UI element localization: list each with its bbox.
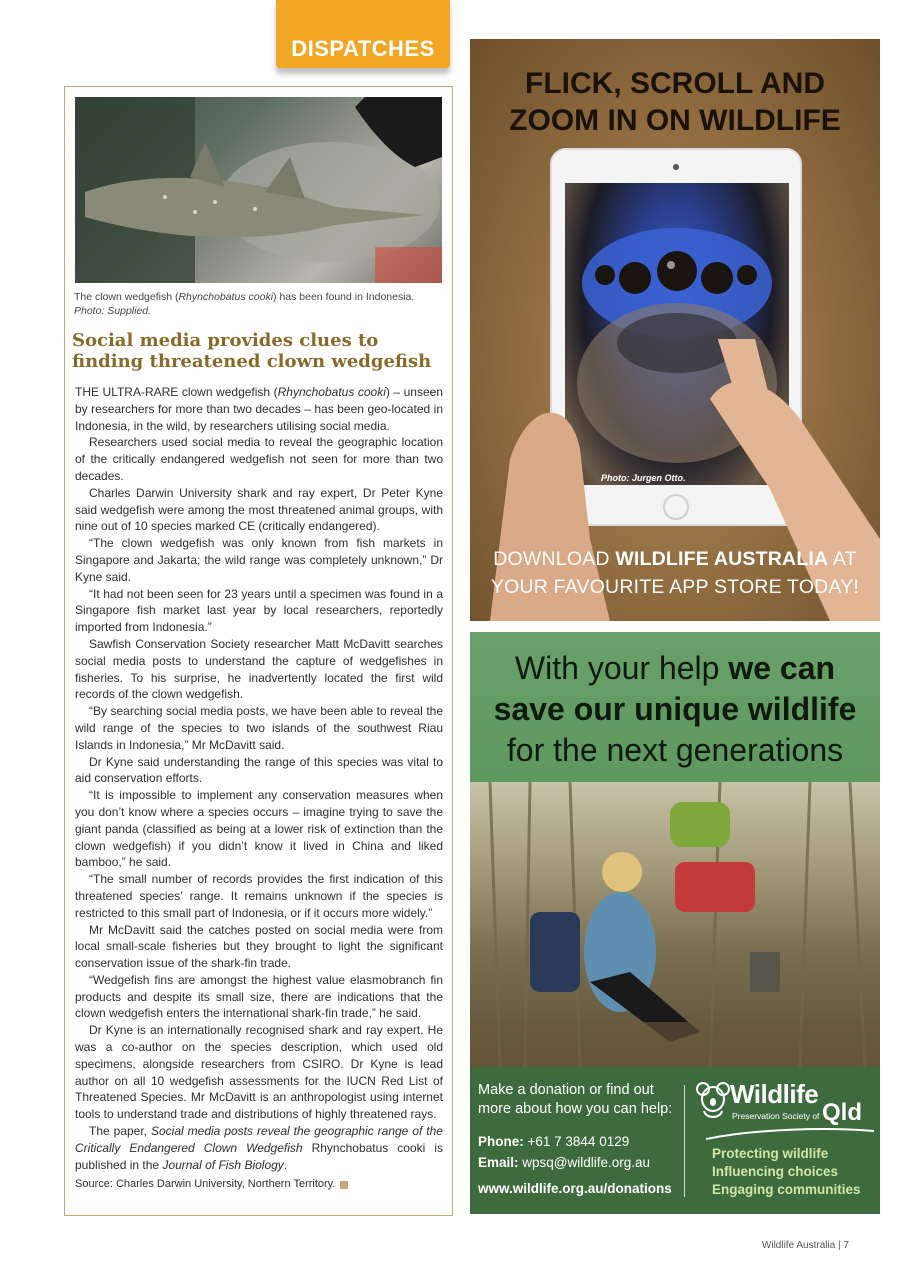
paragraph: “It had not been seen for 23 years until a specimen was found in a Singapore fish market last year by local researchers, reportedly imported from Indonesia.” [75,586,443,635]
article-box [64,86,453,1216]
wpsq-logo: Wildlife Preservation Society of Qld [696,1079,874,1145]
phone-number[interactable]: Phone: +61 7 3844 0129 [478,1134,630,1149]
paragraph: Dr Kyne said understanding the range of this species was vital to aid conservation efforts. [75,754,443,786]
lead-paragraph: THE ULTRA-RARE clown wedgefish (Rhynchobatus cooki) – unseen by researchers for more than two decades – has been geo-located in Indonesia, in the wild, by researchers utilising social media. [75,385,443,433]
photo-caption [74,290,434,318]
paragraph: Charles Darwin University shark and ray expert, Dr Peter Kyne said wedgefish were among the most threatened animal groups, with nine out of 10 species marked CE (critically endangered). [75,485,443,534]
page-footer: Wildlife Australia | 7 [761,1240,849,1251]
app-advert-title: FLICK, SCROLL AND ZOOM IN ON WILDLIFE [509,67,841,137]
donation-headline: With your help we can save our unique wildlife for the next generations [470,632,880,782]
divider [684,1085,685,1197]
article-source: Source: Charles Darwin University, Northern Territory. [75,1176,443,1193]
paragraph: Sawfish Conservation Society researcher Matt McDavitt searches social media posts to understand the capture of wedgefishes in fisheries. To his surprise, he inadvertently located the first wild records of the clown wedgefish. [75,636,443,702]
paragraph: Mr McDavitt said the catches posted on social media were from local small-scale fisheries but they brought to light the significant conservation issue of the shark-fin trade. [75,922,443,971]
caption-credit: Photo: Supplied. [74,305,152,317]
paragraph: Researchers used social media to reveal the geographic location of the critically endangered wedgefish not seen for more than two decades. [75,435,443,483]
researchers-photo [470,782,880,1067]
article-body [75,384,443,1193]
closing-paragraph: The paper, Social media posts reveal the geographic range of the Critically Endangered Clown Wedgefish Rhynchobatus cooki is published in the Journal of Fish Biology. [75,1124,443,1172]
caption-text: The clown wedgefish ( [74,291,179,303]
donation-footer [470,1067,880,1214]
logo-swoosh [706,1127,874,1141]
app-advert-cta: DOWNLOAD WILDLIFE AUSTRALIA AT YOUR FAVOURITE APP STORE TODAY! [490,548,860,598]
caption-text-2: ) has been found in Indonesia. [273,291,415,303]
paragraph: “Wedgefish fins are amongst the highest value elasmobranch fin products and despite its small size, there are indications that the clown wedgefish enters the international shark-fin trade,” he said. [75,972,443,1021]
app-advert[interactable] [470,39,880,621]
paragraph: “The clown wedgefish was only known from fish markets in Singapore and Jakarta; the wild range was completely unknown,” Dr Kyne said. [75,536,443,584]
paragraph: “By searching social media posts, we have been able to reveal the wild range of the species to two islands of the southwest Riau Islands in Indonesia,” Mr McDavitt said. [75,704,443,752]
donation-url-link[interactable]: www.wildlife.org.au/donations [478,1181,672,1196]
koala-icon [696,1081,730,1121]
caption-species: Rhynchobatus cooki [178,291,274,303]
article-headline: Social media provides clues to finding threatened clown wedgefish [72,330,432,372]
wpsq-tagline: Protecting wildlife Influencing choices Engaging communities [712,1146,861,1197]
end-mark-icon [340,1181,348,1189]
section-tab-label: DISPATCHES [291,36,435,61]
donation-intro: Make a donation or find out more about how you can help: [478,1082,673,1117]
paragraph: “It is impossible to implement any conservation measures when you don’t know where a species occurs – imagine trying to save the giant panda (classified as being at a lower risk of extinction than the clown wedgefish) if you didn’t know it lived in China and liked bamboo,” he said. [75,788,443,870]
paragraph: Dr Kyne is an internationally recognised shark and ray expert. He was a co-author on the species description, which used old specimens, alongside researchers from CSIRO. Dr Kyne is lead author on all 10 wedgefish assessments for the IUCN Red List of Threatened Species. Mr McDavitt is an anthropologist using internet tools to understand trade and distributions of highly threatened rays. [75,1023,443,1122]
paragraph: “The small number of records provides the first indication of this threatened species’ range. It remains unknown if the species is restricted to this small part of Indonesia, or if it occurs more widely.” [75,872,443,920]
spider-photo-credit: Photo: Jurgen Otto. [601,473,686,483]
email-link[interactable]: Email: wpsq@wildlife.org.au [478,1155,651,1170]
contact-details [478,1081,678,1196]
section-tab [276,0,450,68]
tablet-camera-icon [673,164,679,170]
wedgefish-photo [75,97,442,283]
donation-advert[interactable] [470,632,880,1214]
